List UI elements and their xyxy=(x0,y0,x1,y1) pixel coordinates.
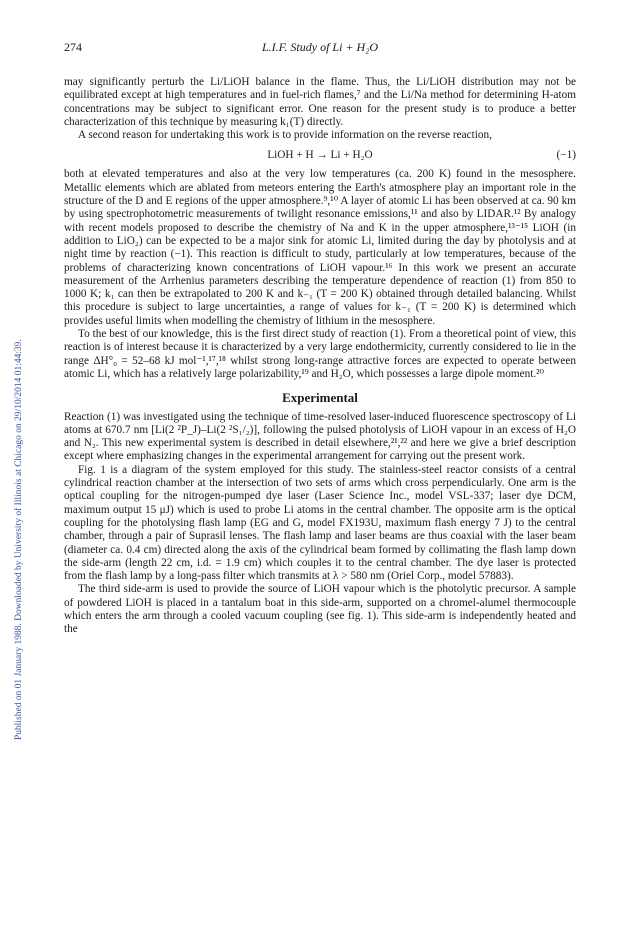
running-title: L.I.F. Study of Li + H₂O xyxy=(261,40,379,54)
download-notice: Published on 01 January 1988. Downloaded by University of Illinois at Chicago on 29/10/2014 01:44:39. xyxy=(14,339,24,740)
paragraph: both at elevated temperatures and also at the very low temperatures (ca. 200 K) found in the mesosphere. Metallic elements which are ablated from meteors entering the Earth's atmosphere play an important role in the structure of the D and E regions of the upper atmosphere.⁹,¹⁰ A layer of atomic Li has been observed at ca. 90 km by using spectrophotometric measurements of twilight resonance emissions,¹¹ and also by LIDAR.¹² By analogy with recent models proposed to describe the chemistry of Na and K in the upper atmosphere,¹³⁻¹⁵ LiOH (in addition to LiO₂) can be expected to be a major sink for atomic Li, limited during the day by photolysis and at night time by reaction (−1). This reaction is difficult to study, particularly at low temperatures, because of the problems of characterizing known concentrations of LiOH vapour.¹⁶ In this work we present an accurate measurement of the Arrhenius parameters describing the temperature dependence of reaction (1) from 850 to 1000 K; k₁ can then be extrapolated to 200 K and k₋₁ (T = 200 K) obtained through detailed balancing. Whilst this procedure is subject to large uncertainties, a range of values for k₋₁ (T = 200 K) is determined which provides useful limits when modelling the chemistry of lithium in the mesosphere. xyxy=(64,168,576,327)
equation-expression: LiOH + H → Li + H₂O xyxy=(267,149,373,162)
article-body xyxy=(64,76,576,637)
page-number: 274 xyxy=(64,40,82,54)
paragraph: The third side-arm is used to provide the source of LiOH vapour which is the photolytic precursor. A sample of powdered LiOH is placed in a tantalum boat in this side-arm, supported on a chromel-alumel thermocouple which enters the arm through a cooled vacuum coupling (see fig. 1). This side-arm is independently heated and the xyxy=(64,583,576,636)
equation xyxy=(64,142,576,168)
equation-number: (−1) xyxy=(556,149,576,162)
paragraph: may significantly perturb the Li/LiOH balance in the flame. Thus, the Li/LiOH distribution may not be equilibrated except at high temperatures and in fuel-rich flames,⁷ and the Li/Na method for determining H-atom concentrations may be subject to significant error. One reason for the present study is to produce a better characterization of this technique by measuring k₁(T) directly. xyxy=(64,76,576,128)
paragraph: To the best of our knowledge, this is the first direct study of reaction (1). From a theoretical point of view, this reaction is of interest because it is characterized by a very large endothermicity, currently considered to lie in the range ΔH°₀ = 52–68 kJ mol⁻¹,¹⁷,¹⁸ whilst strong long-range attractive forces are expected to operate between atomic Li, which has a relatively large polarizability,¹⁹ and H₂O, which possesses a large dipole moment.²⁰ xyxy=(64,328,576,380)
paragraph: Reaction (1) was investigated using the technique of time-resolved laser-induced fluorescence spectroscopy of Li atoms at 670.7 nm [Li(2 ²P_J)–Li(2 ²S₁/₂)], following the pulsed photolysis of LiOH vapour in an excess of H₂O and N₂. This new experimental system is described in detail elsewhere,²¹,²² and here we give a brief description except where emphasizing changes in the experimental arrangement for carrying out the present work. xyxy=(64,410,576,463)
section-heading: Experimental xyxy=(282,390,358,406)
page-header xyxy=(64,40,576,56)
paragraph: A second reason for undertaking this work is to provide information on the reverse reaction, xyxy=(78,129,492,142)
paragraph: Fig. 1 is a diagram of the system employed for this study. The stainless-steel reactor consists of a central cylindrical reaction chamber at the intersection of two sets of arms which cross perpendicularly. One arm is the optical coupling for the nitrogen-pumped dye laser (Laser Science Inc., model VSL-337; laser dye DCM, maximum output 15 μJ) which is used to probe Li atoms in the central chamber. The opposite arm is the optical coupling for the photolysing flash lamp (EG and G, model FX193U, maximum flash energy 7 J) to the central chamber, through a pair of Suprasil lenses. The flash lamp and laser beams are thus coaxial with the laser beam (diameter ca. 0.4 cm) directed along the axis of the cylindrical beam formed by collimating the flash lamp down the side-arm (length 22 cm, i.d. = 1.9 cm) which couples it to the central chamber. The dye laser is protected from the flash lamp by a long-pass filter which transmits at λ > 580 nm (Oriel Corp., model 57883). xyxy=(64,463,576,583)
